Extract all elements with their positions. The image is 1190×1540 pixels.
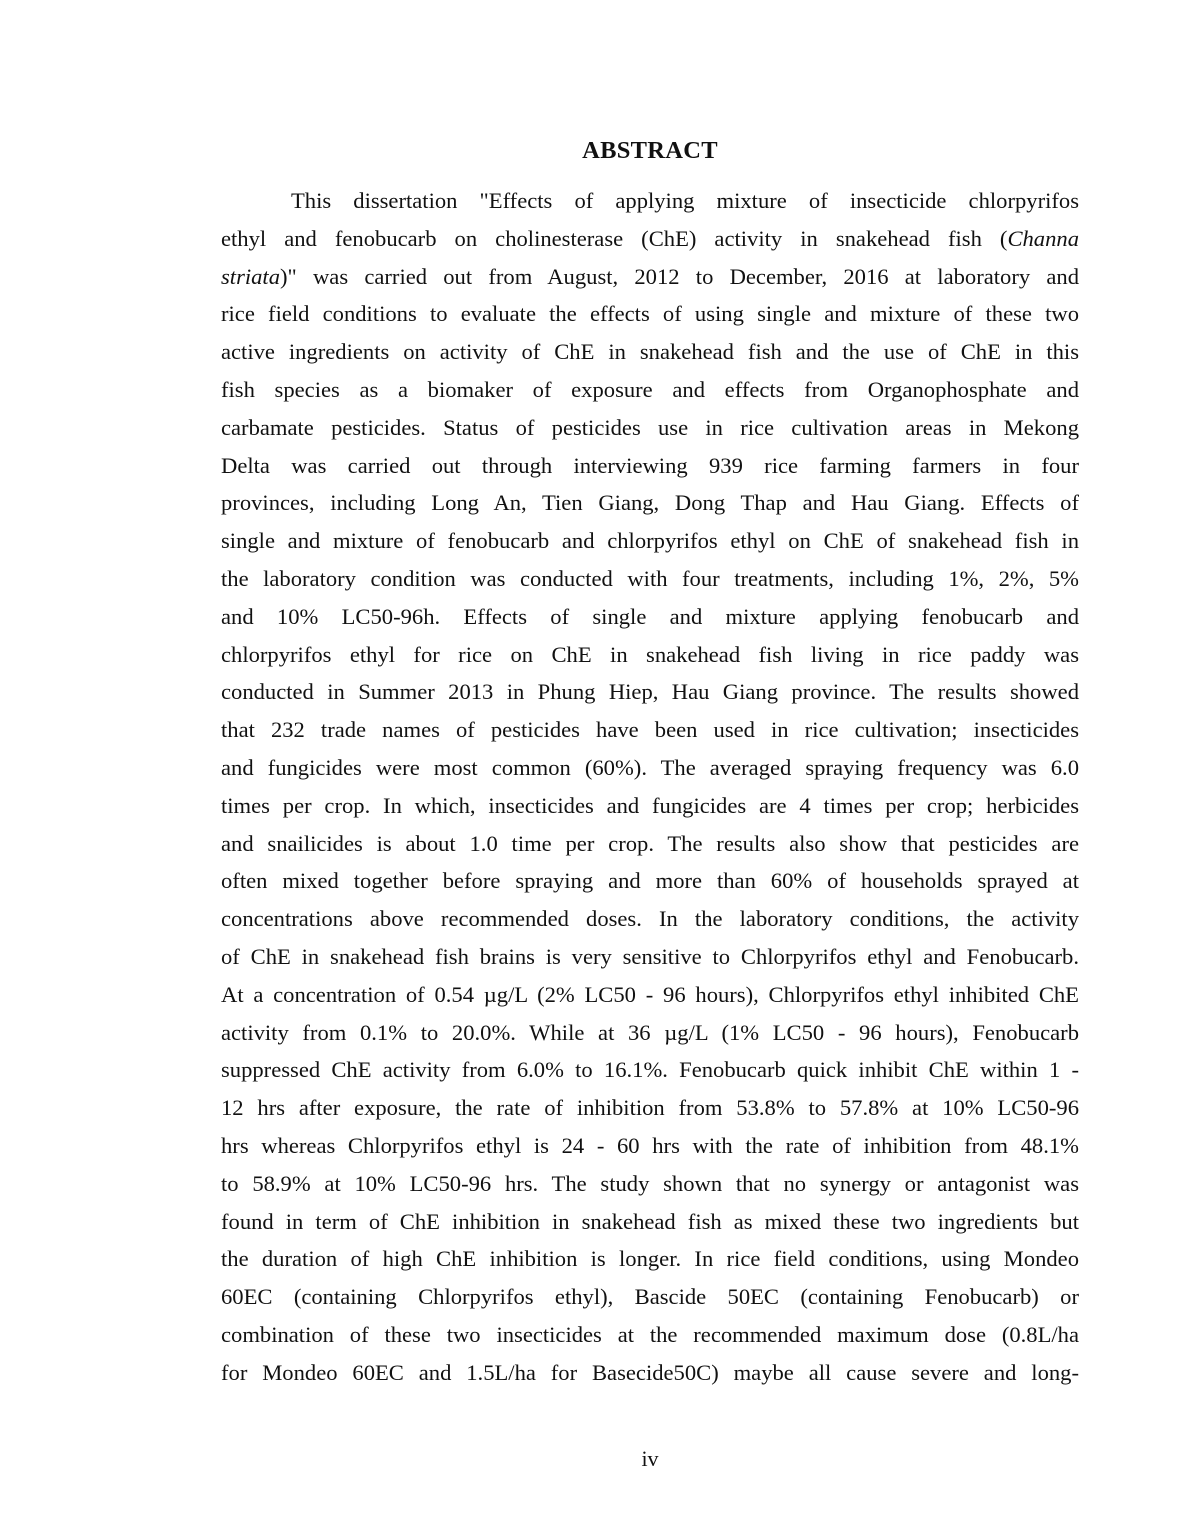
text-line: suppressed ChE activity from 6.0% to 16.1%. Fenobucarb quick inhibit ChE within 1 - [221,1057,1079,1083]
text-line: of ChE in snakehead fish brains is very sensitive to Chlorpyrifos ethyl and Fenobucarb. [221,943,1079,969]
text-line: and 10% LC50-96h. Effects of single and mixture applying fenobucarb and [221,603,1079,629]
text-line: and fungicides were most common (60%). The averaged spraying frequency was 6.0 [221,754,1079,780]
text-line: single and mixture of fenobucarb and chlorpyrifos ethyl on ChE of snakehead fish in [221,528,1079,554]
text-line: Delta was carried out through interviewing 939 rice farming farmers in four [221,452,1079,478]
text-line: the laboratory condition was conducted with four treatments, including 1%, 2%, 5% [221,565,1079,591]
text-line: rice field conditions to evaluate the effects of using single and mixture of these two [221,301,1079,327]
text-line: that 232 trade names of pesticides have been used in rice cultivation; insecticides [221,717,1079,743]
text-line: striata)" was carried out from August, 2012 to December, 2016 at laboratory and [221,263,1079,289]
text-line: the duration of high ChE inhibition is longer. In rice field conditions, using Mondeo [221,1246,1079,1272]
text-line: times per crop. In which, insecticides and fungicides are 4 times per crop; herbicides [221,792,1079,818]
text-line: fish species as a biomaker of exposure and effects from Organophosphate and [221,376,1079,402]
text-line: chlorpyrifos ethyl for rice on ChE in snakehead fish living in rice paddy was [221,641,1079,667]
text-line: found in term of ChE inhibition in snakehead fish as mixed these two ingredients but [221,1208,1079,1234]
text-line: At a concentration of 0.54 µg/L (2% LC50 - 96 hours), Chlorpyrifos ethyl inhibited ChE [221,981,1079,1007]
text-line: often mixed together before spraying and more than 60% of households sprayed at [221,868,1079,894]
text-line: 60EC (containing Chlorpyrifos ethyl), Bascide 50EC (containing Fenobucarb) or [221,1284,1079,1310]
text-line: provinces, including Long An, Tien Giang, Dong Thap and Hau Giang. Effects of [221,490,1079,516]
page-number: iv [641,1446,659,1471]
abstract-body [221,182,1079,1392]
abstract-heading: ABSTRACT [582,137,718,164]
text-line: 12 hrs after exposure, the rate of inhibition from 53.8% to 57.8% at 10% LC50-96 [221,1095,1079,1121]
text-line: and snailicides is about 1.0 time per crop. The results also show that pesticides are [221,830,1079,856]
text-line: carbamate pesticides. Status of pesticides use in rice cultivation areas in Mekong [221,414,1079,440]
text-line: combination of these two insecticides at the recommended maximum dose (0.8L/ha [221,1321,1079,1347]
text-line: activity from 0.1% to 20.0%. While at 36 µg/L (1% LC50 - 96 hours), Fenobucarb [221,1019,1079,1045]
text-line: to 58.9% at 10% LC50-96 hrs. The study shown that no synergy or antagonist was [221,1170,1079,1196]
text-line: concentrations above recommended doses. In the laboratory conditions, the activity [221,906,1079,932]
text-line: hrs whereas Chlorpyrifos ethyl is 24 - 60 hrs with the rate of inhibition from 48.1% [221,1132,1079,1158]
text-line: for Mondeo 60EC and 1.5L/ha for Basecide50C) maybe all cause severe and long- [221,1359,1079,1385]
text-line: ethyl and fenobucarb on cholinesterase (ChE) activity in snakehead fish (Channa [221,225,1079,251]
text-line: This dissertation "Effects of applying mixture of insecticide chlorpyrifos [291,188,1079,213]
text-line: conducted in Summer 2013 in Phung Hiep, Hau Giang province. The results showed [221,679,1079,705]
text-line: active ingredients on activity of ChE in snakehead fish and the use of ChE in this [221,339,1079,365]
